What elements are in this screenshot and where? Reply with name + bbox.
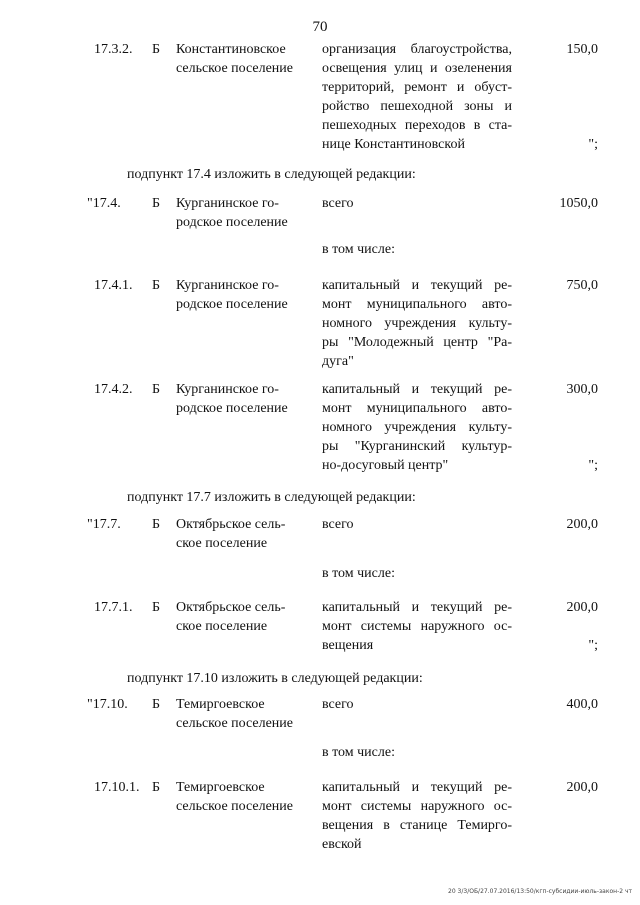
amount: 200,0 [566, 780, 598, 795]
recipient-line: Курганинское го- [176, 196, 279, 211]
recipient-line: родское поселение [176, 297, 288, 312]
purpose-line: территорий, ремонт и обуст- [322, 80, 512, 95]
purpose [322, 40, 512, 154]
including-label: в том числе: [322, 566, 395, 581]
recipient-line: сельское поселение [176, 61, 293, 76]
item-number: 17.10.1. [94, 780, 140, 795]
recipient [176, 380, 306, 418]
purpose-line: вещения [322, 638, 374, 653]
purpose [322, 380, 512, 475]
category: Б [152, 278, 161, 293]
recipient [176, 598, 306, 636]
purpose-line: ройство пешеходной зоны и [322, 99, 512, 114]
item-number: 17.7.1. [94, 600, 133, 615]
amendment-instruction: подпункт 17.10 изложить в следующей редакции: [127, 671, 423, 686]
document-footer: 20 3/3/ОБ/27.07.2016/13:50/кгп-субсидии-июль-закон-2 чт [448, 888, 632, 895]
purpose-line: капитальный и текущий ре- [322, 278, 512, 293]
closing-quote: "; [588, 638, 598, 653]
purpose-line: капитальный и текущий ре- [322, 382, 512, 397]
recipient [176, 778, 306, 816]
amount: 150,0 [566, 42, 598, 57]
recipient [176, 695, 306, 733]
purpose-line: освещения улиц и озеленения [322, 61, 512, 76]
purpose-line: номного учреждения культу- [322, 420, 512, 435]
purpose-line: но-досуговый центр" [322, 458, 449, 473]
purpose-line: вещения в станице Темирго- [322, 818, 512, 833]
purpose-line: ры "Молодежный центр "Ра- [322, 335, 512, 350]
purpose-line: организация благоустройства, [322, 42, 512, 57]
recipient-line: Темиргоевское [176, 780, 265, 795]
purpose [322, 695, 512, 714]
purpose-line: монт муниципального авто- [322, 297, 512, 312]
purpose-line: номного учреждения культу- [322, 316, 512, 331]
purpose-line: всего [322, 697, 354, 712]
recipient-line: сельское поселение [176, 716, 293, 731]
recipient-line: Октябрьское сель- [176, 517, 286, 532]
recipient-line: Курганинское го- [176, 278, 279, 293]
item-number: 17.4.1. [94, 278, 133, 293]
purpose-line: капитальный и текущий ре- [322, 780, 512, 795]
purpose [322, 276, 512, 371]
recipient-line: сельское поселение [176, 799, 293, 814]
purpose-line: монт муниципального авто- [322, 401, 512, 416]
purpose [322, 778, 512, 854]
amount: 400,0 [566, 697, 598, 712]
purpose-line: пешеходных переходов в ста- [322, 118, 512, 133]
recipient [176, 40, 306, 78]
recipient-line: родское поселение [176, 401, 288, 416]
category: Б [152, 600, 161, 615]
amount: 750,0 [566, 278, 598, 293]
including-label: в том числе: [322, 242, 395, 257]
including-label: в том числе: [322, 745, 395, 760]
amount: 200,0 [566, 517, 598, 532]
purpose [322, 194, 512, 213]
closing-quote: "; [588, 137, 598, 152]
recipient [176, 515, 306, 553]
recipient-line: Константиновское [176, 42, 286, 57]
category: Б [152, 780, 161, 795]
category: Б [152, 382, 161, 397]
purpose-line: капитальный и текущий ре- [322, 600, 512, 615]
recipient-line: родское поселение [176, 215, 288, 230]
purpose-line: монт системы наружного ос- [322, 799, 512, 814]
purpose-line: всего [322, 517, 354, 532]
recipient-line: ское поселение [176, 619, 268, 634]
recipient-line: ское поселение [176, 536, 268, 551]
category: Б [152, 196, 161, 211]
purpose-line: дуга" [322, 354, 354, 369]
item-number: "17.10. [87, 697, 128, 712]
purpose-line: ры "Курганинский культур- [322, 439, 512, 454]
closing-quote: "; [588, 458, 598, 473]
category: Б [152, 697, 161, 712]
purpose [322, 515, 512, 534]
purpose-line: всего [322, 196, 354, 211]
purpose-line: монт системы наружного ос- [322, 619, 512, 634]
recipient [176, 194, 306, 232]
amendment-instruction: подпункт 17.7 изложить в следующей редакции: [127, 490, 416, 505]
category: Б [152, 42, 161, 57]
purpose-line: евской [322, 837, 362, 852]
recipient-line: Октябрьское сель- [176, 600, 286, 615]
amendment-instruction: подпункт 17.4 изложить в следующей редакции: [127, 167, 416, 182]
recipient-line: Курганинское го- [176, 382, 279, 397]
recipient-line: Темиргоевское [176, 697, 265, 712]
item-number: 17.4.2. [94, 382, 133, 397]
amount: 1050,0 [559, 196, 598, 211]
category: Б [152, 517, 161, 532]
item-number: "17.4. [87, 196, 121, 211]
amount: 300,0 [566, 382, 598, 397]
amount: 200,0 [566, 600, 598, 615]
recipient [176, 276, 306, 314]
purpose-line: нице Константиновской [322, 137, 465, 152]
item-number: 17.3.2. [94, 42, 133, 57]
purpose [322, 598, 512, 655]
page-number: 70 [312, 19, 328, 35]
item-number: "17.7. [87, 517, 121, 532]
